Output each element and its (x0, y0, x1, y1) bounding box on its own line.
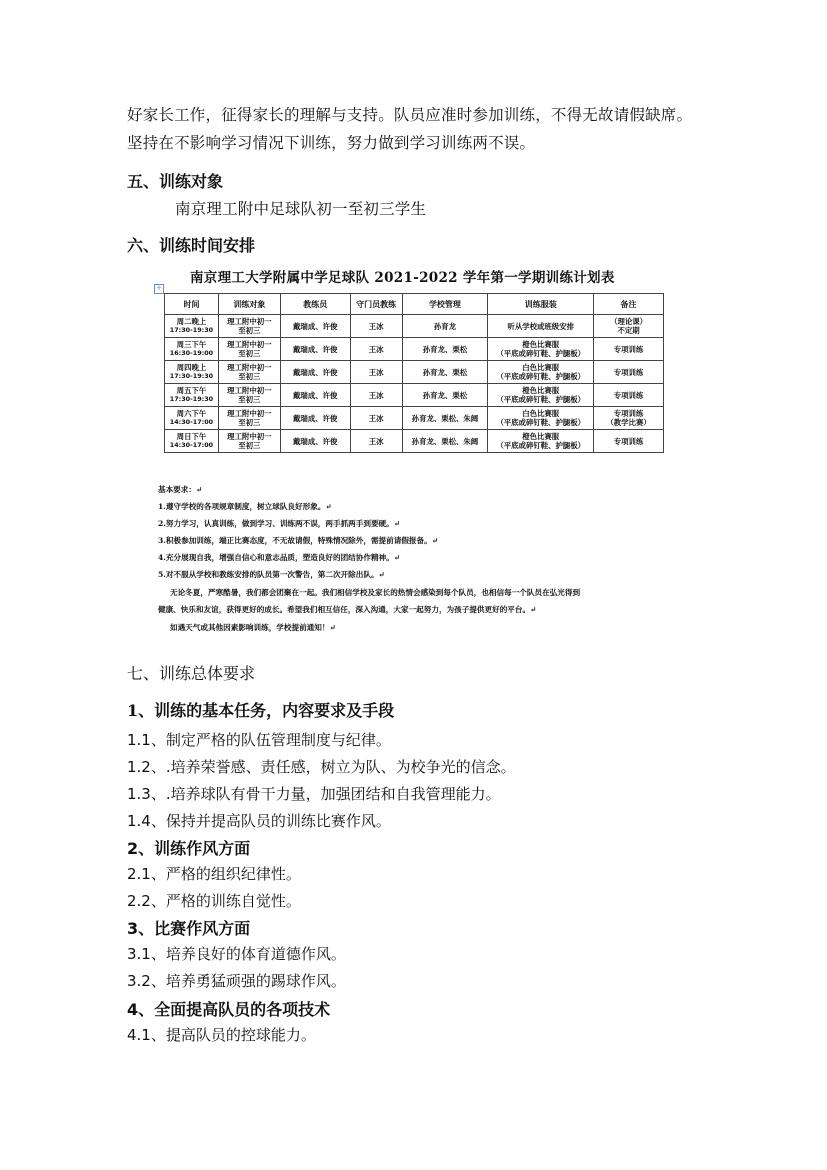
table-cell (280, 361, 350, 384)
table-cell (402, 315, 488, 338)
table-cell (165, 430, 219, 453)
table-cell (402, 407, 488, 430)
cell-line: 戴瑞成、许俊 (293, 367, 338, 377)
cell-line: 14:30-17:00 (169, 418, 214, 426)
table-cell (218, 384, 280, 407)
table-cell (402, 384, 488, 407)
cell-line: 孙育龙、栗松 (422, 344, 468, 354)
section-5-heading: 五、训练对象 (127, 172, 224, 191)
table-cell (350, 315, 402, 338)
requirement-item: 3.2、培养勇猛顽强的踢球作风。 (127, 972, 346, 990)
table-row (165, 407, 664, 430)
cell-line: 周二晚上 (176, 317, 207, 326)
table-cell (218, 430, 280, 453)
table-cell (218, 361, 280, 384)
training-plan-image (150, 262, 670, 640)
cell-line: （平底或碎钉鞋、护腿板） (496, 349, 586, 358)
cell-line: 戴瑞成、许俊 (293, 413, 338, 423)
cell-line: 戴瑞成、许俊 (293, 390, 338, 400)
cell-line: 至初三 (238, 326, 261, 335)
cell-line: 理工附中初一 (227, 363, 272, 372)
table-cell (350, 384, 402, 407)
subsection-heading: 1、训练的基本任务，内容要求及手段 (127, 701, 395, 720)
header-cell: 训练服装 (488, 294, 594, 315)
header-cell: 时间 (165, 294, 219, 315)
cell-line: 橙色比赛服 (522, 386, 560, 395)
cell-line: 17:30-19:30 (169, 372, 214, 380)
cell-line: 至初三 (238, 395, 261, 404)
cell-line: 16:30-19:00 (169, 349, 214, 357)
table-cell (402, 338, 488, 361)
requirement-item: 1.2、.培养荣誉感、责任感，树立为队、为校争光的信念。 (127, 758, 516, 776)
subsection-heading: 4、全面提高队员的各项技术 (127, 1000, 331, 1019)
cell-line: 孙育龙、栗松 (422, 367, 468, 377)
cell-line: 专项训练 (613, 344, 644, 354)
cell-line: 孙育龙、栗松、朱阔 (411, 413, 479, 423)
cell-line: 专项训练 (613, 367, 644, 377)
cell-line: 王冰 (368, 413, 384, 423)
table-row (165, 384, 664, 407)
cell-line: 王冰 (368, 390, 384, 400)
table-cell (488, 361, 594, 384)
table-cell (350, 430, 402, 453)
table-cell (165, 338, 219, 361)
table-cell (594, 407, 664, 430)
table-cell (165, 384, 219, 407)
note-line: 无论冬夏，严寒酷暑，我们都会团聚在一起。我们相信学校及家长的热情会感染到每个队员，也相信每一个队员在弘光得到 (170, 588, 581, 597)
table-cell (350, 338, 402, 361)
section-7-heading: 七、训练总体要求 (127, 664, 256, 683)
section-5-text: 南京理工附中足球队初一至初三学生 (175, 200, 427, 218)
cell-line: 14:30-17:00 (169, 441, 214, 449)
cell-line: 至初三 (238, 349, 261, 358)
table-cell (218, 338, 280, 361)
cell-line: 至初三 (238, 441, 261, 450)
cell-line: 至初三 (238, 418, 261, 427)
cell-line: 周日下午 (176, 432, 207, 441)
table-cell (165, 361, 219, 384)
cell-line: （平底或碎钉鞋、护腿板） (496, 395, 586, 404)
table-cell (280, 430, 350, 453)
table-cell (594, 430, 664, 453)
header-cell: 学校管理 (402, 294, 488, 315)
cell-line: 王冰 (368, 367, 384, 377)
cell-line: 不定期 (617, 326, 640, 335)
table-cell (594, 361, 664, 384)
table-cell (218, 407, 280, 430)
table-cell (488, 384, 594, 407)
cell-line: 听从学校或班级安排 (507, 321, 574, 331)
cell-line: 理工附中初一 (227, 432, 272, 441)
table-cell (280, 407, 350, 430)
table-cell (218, 315, 280, 338)
table-cell (594, 384, 664, 407)
cell-line: 专项训练 (613, 390, 644, 400)
note-line: 4.充分展现自我，增强自信心和意志品质，塑造良好的团结协作精神。↵ (158, 553, 401, 562)
requirement-item: 3.1、培养良好的体育道德作风。 (127, 945, 346, 963)
table-row (165, 361, 664, 384)
cell-line: 17:30-19:30 (169, 395, 214, 403)
cell-line: 理工附中初一 (227, 340, 272, 349)
table-cell (280, 315, 350, 338)
table-cell (165, 407, 219, 430)
table-cell (594, 338, 664, 361)
cell-line: 孙育龙 (433, 321, 457, 331)
header-cell: 训练对象 (218, 294, 280, 315)
table-cell (350, 407, 402, 430)
cell-line: 孙育龙、栗松、朱阔 (411, 436, 479, 446)
cell-line: （平底或碎钉鞋、护腿板） (496, 418, 586, 427)
table-row (165, 315, 664, 338)
cell-line: 橙色比赛服 (522, 432, 560, 441)
table-cell (488, 407, 594, 430)
cell-line: （平底或碎钉鞋、护腿板） (496, 372, 586, 381)
table-cell (402, 430, 488, 453)
training-plan-table (164, 293, 664, 453)
cell-line: 理工附中初一 (227, 409, 272, 418)
requirement-item: 1.3、.培养球队有骨干力量，加强团结和自我管理能力。 (127, 785, 501, 803)
cell-line: 王冰 (368, 436, 384, 446)
cell-line: （理论课） (610, 317, 648, 326)
requirement-item: 2.1、严格的组织纪律性。 (127, 865, 301, 883)
cell-line: 王冰 (368, 321, 384, 331)
note-line: 健康、快乐和友谊，获得更好的成长。希望我们相互信任，深入沟通，大家一起努力，为孩子提供更好的平台。↵ (158, 605, 537, 614)
table-row (165, 338, 664, 361)
cell-line: 周六下午 (176, 409, 207, 418)
cell-line: 戴瑞成、许俊 (293, 344, 338, 354)
header-cell: 教练员 (280, 294, 350, 315)
cell-line: 专项训练 (613, 409, 644, 418)
header-cell: 守门员教练 (350, 294, 402, 315)
cell-line: 白色比赛服 (522, 409, 560, 418)
note-line: 1.遵守学校的各项规章制度，树立球队良好形象。↵ (158, 502, 332, 511)
subsection-heading: 2、训练作风方面 (127, 839, 251, 858)
table-cell (402, 361, 488, 384)
table-cell (488, 338, 594, 361)
cell-line: 戴瑞成、许俊 (293, 321, 338, 331)
note-line: 2.努力学习，认真训练，做到学习、训练两不误，两手抓两手到要硬。↵ (158, 519, 401, 528)
cell-line: 至初三 (238, 372, 261, 381)
cell-line: 王冰 (368, 344, 384, 354)
table-move-handle-icon[interactable]: + (154, 284, 164, 294)
table-cell (488, 430, 594, 453)
requirement-item: 2.2、严格的训练自觉性。 (127, 892, 301, 910)
table-header-row (165, 294, 664, 315)
intro-line-2: 坚持在不影响学习情况下训练，努力做到学习训练两不误。 (127, 134, 536, 152)
intro-line-1: 好家长工作，征得家长的理解与支持。队员应准时参加训练，不得无故请假缺席。 (127, 106, 693, 124)
header-cell: 备注 (594, 294, 664, 315)
cell-line: 专项训练 (613, 436, 644, 446)
cell-line: 戴瑞成、许俊 (293, 436, 338, 446)
requirement-item: 4.1、提高队员的控球能力。 (127, 1026, 316, 1044)
subsection-heading: 3、比赛作风方面 (127, 919, 251, 938)
cell-line: （平底或碎钉鞋、护腿板） (496, 441, 586, 450)
table-title: 南京理工大学附属中学足球队 2021-2022 学年第一学期训练计划表 (190, 270, 615, 286)
cell-line: 理工附中初一 (227, 317, 272, 326)
note-line: 3.积极参加训练，端正比赛态度，不无故请假，特殊情况除外，需提前请假报备。↵ (158, 536, 439, 545)
section-6-heading: 六、训练时间安排 (127, 236, 256, 255)
cell-line: （教学比赛） (606, 418, 651, 427)
note-line: 基本要求：↵ (158, 485, 203, 494)
cell-line: 周四晚上 (176, 363, 207, 372)
requirement-item: 1.4、保持并提高队员的训练比赛作风。 (127, 812, 391, 830)
table-cell (488, 315, 594, 338)
table-cell (280, 384, 350, 407)
table-cell (280, 338, 350, 361)
table-row (165, 430, 664, 453)
note-line: 5.对不服从学校和教练安排的队员第一次警告，第二次开除出队。↵ (158, 570, 385, 579)
cell-line: 孙育龙、栗松 (422, 390, 468, 400)
cell-line: 白色比赛服 (522, 363, 560, 372)
requirement-item: 1.1、制定严格的队伍管理制度与纪律。 (127, 731, 391, 749)
cell-line: 橙色比赛服 (522, 340, 560, 349)
cell-line: 理工附中初一 (227, 386, 272, 395)
note-line: 如遇天气或其他因素影响训练，学校提前通知！↵ (170, 623, 336, 632)
table-cell (594, 315, 664, 338)
cell-line: 周五下午 (176, 386, 207, 395)
cell-line: 17:30-19:30 (169, 326, 214, 334)
cell-line: 周三下午 (176, 340, 207, 349)
table-cell (350, 361, 402, 384)
table-cell (165, 315, 219, 338)
